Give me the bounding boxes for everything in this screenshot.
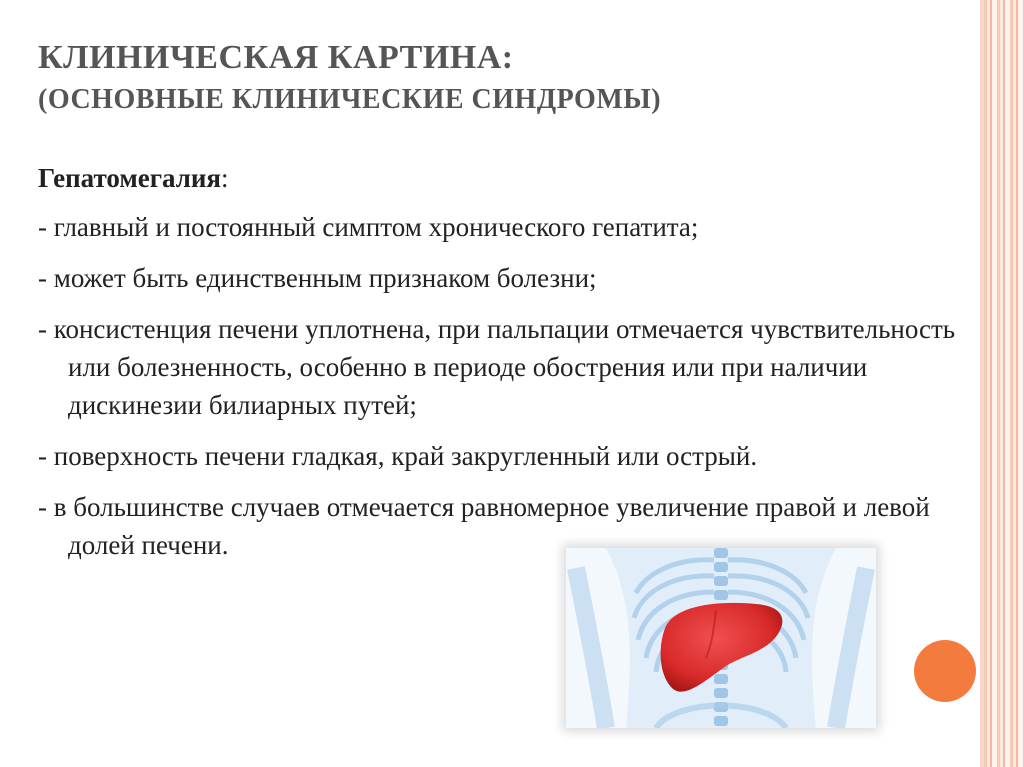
- title-line-1: КЛИНИЧЕСКАЯ КАРТИНА:: [38, 39, 514, 76]
- list-item: - консистенция печени уплотнена, при пальпации отмечается чувствительность или болезненность, особенно в периоде обострения или при наличии дискинезии билиарных путей;: [38, 314, 956, 420]
- list-item: - в большинстве случаев отмечается равномерное увеличение правой и левой долей печени.: [38, 492, 930, 560]
- list-item: - может быть единственным признаком болезни;: [38, 263, 597, 293]
- list-item: - поверхность печени гладкая, край закругленный или острый.: [38, 441, 758, 471]
- title-line-2: (ОСНОВНЫЕ КЛИНИЧЕСКИЕ СИНДРОМЫ): [38, 84, 662, 115]
- slide-title: [38, 36, 938, 120]
- list-item: - главный и постоянный симптом хронического гепатита;: [38, 212, 699, 242]
- heading-colon: :: [221, 163, 229, 193]
- decorative-circle: [914, 640, 976, 702]
- section-heading: [38, 158, 958, 198]
- decorative-border: [984, 0, 1024, 767]
- liver-illustration: [566, 548, 876, 728]
- slide-body: [38, 158, 958, 577]
- heading-text: Гепатомегалия: [38, 163, 222, 193]
- liver-anatomy-icon: [566, 548, 876, 728]
